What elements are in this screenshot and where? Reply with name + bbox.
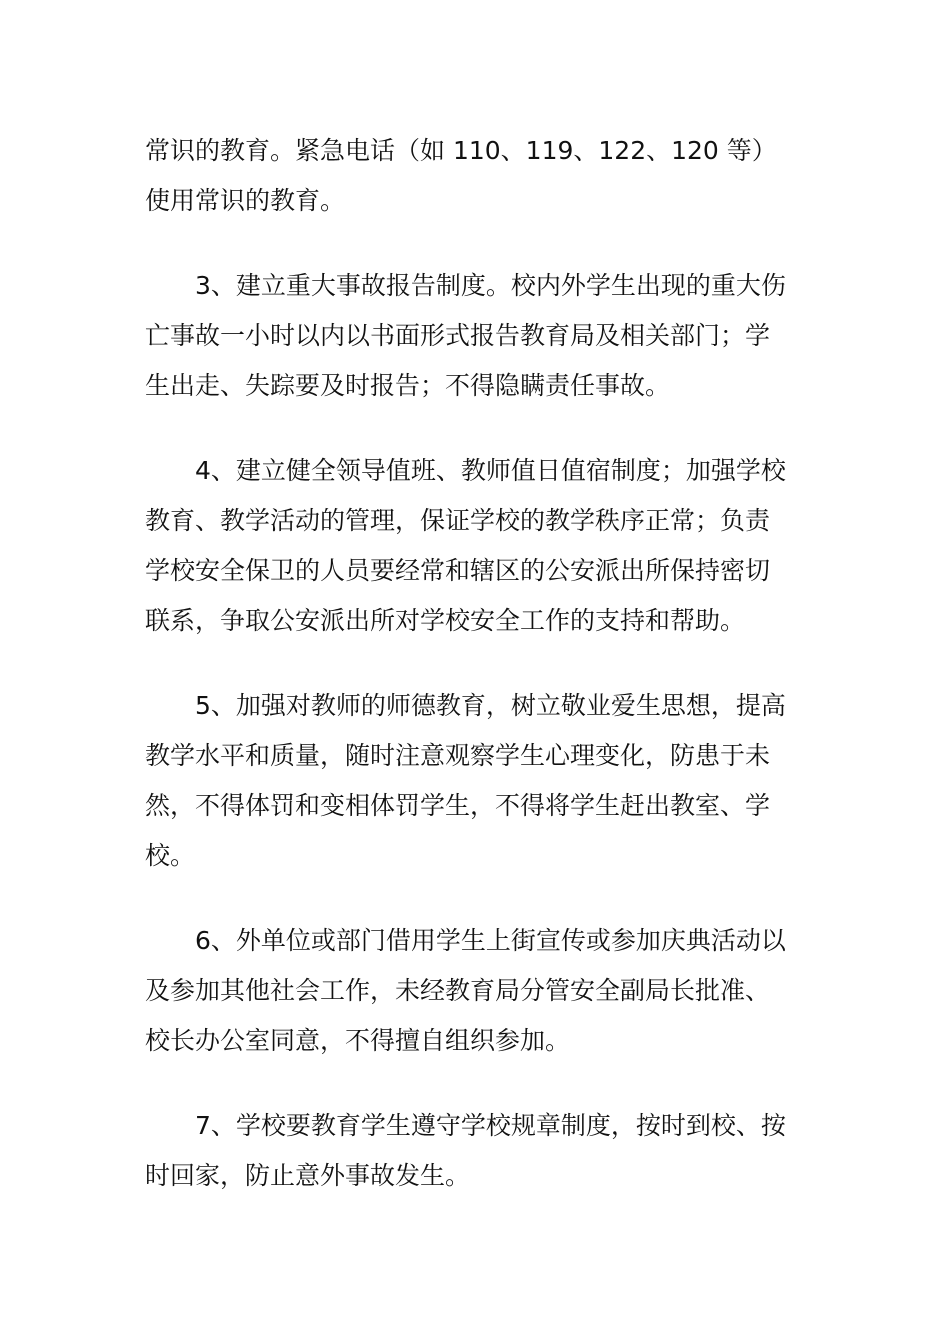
paragraph-6-line: 6、外单位或部门借用学生上街宣传或参加庆典活动以	[195, 926, 786, 955]
text-line: 使用常识的教育。	[145, 186, 346, 215]
paragraph-3-line: 3、建立重大事故报告制度。校内外学生出现的重大伤	[195, 271, 786, 300]
paragraph-4-line: 联系，争取公安派出所对学校安全工作的支持和帮助。	[145, 606, 746, 635]
paragraph-5-line: 5、加强对教师的师德教育，树立敬业爱生思想，提高	[195, 691, 786, 720]
paragraph-5-line: 校。	[145, 841, 196, 870]
paragraph-6-line: 及参加其他社会工作，未经教育局分管安全副局长批准、	[145, 976, 771, 1005]
paragraph-6-line: 校长办公室同意，不得擅自组织参加。	[145, 1026, 571, 1055]
paragraph-4-line: 学校安全保卫的人员要经常和辖区的公安派出所保持密切	[145, 556, 771, 585]
paragraph-3-line: 生出走、失踪要及时报告；不得隐瞒责任事故。	[145, 371, 671, 400]
text-line: 常识的教育。紧急电话（如 110、119、122、120 等）	[145, 136, 777, 165]
paragraph-7-line: 7、学校要教育学生遵守学校规章制度，按时到校、按	[195, 1111, 786, 1140]
paragraph-3-line: 亡事故一小时以内以书面形式报告教育局及相关部门；学	[145, 321, 771, 350]
paragraph-4-line: 4、建立健全领导值班、教师值日值宿制度；加强学校	[195, 456, 786, 485]
paragraph-5-line: 然，不得体罚和变相体罚学生，不得将学生赶出教室、学	[145, 791, 771, 820]
paragraph-4-line: 教育、教学活动的管理，保证学校的教学秩序正常；负责	[145, 506, 771, 535]
paragraph-7-line: 时回家，防止意外事故发生。	[145, 1161, 471, 1190]
paragraph-5-line: 教学水平和质量，随时注意观察学生心理变化，防患于未	[145, 741, 771, 770]
